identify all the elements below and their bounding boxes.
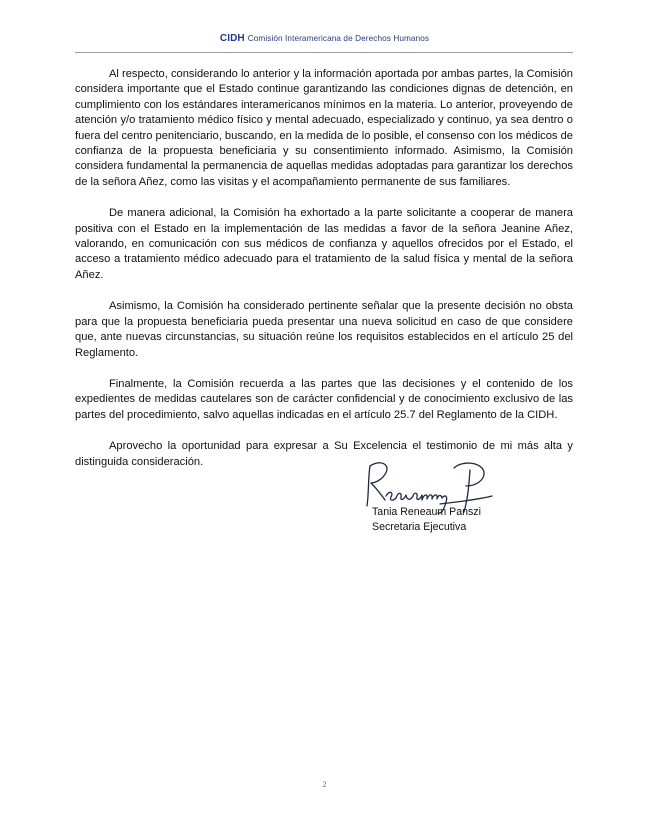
page-number: 2 (322, 780, 327, 789)
paragraph-1: Al respecto, considerando lo anterior y la información aportada por ambas partes, la Comisión considera importante que el Estado continue garantizando las condiciones dignas de detención, en cumplimiento con los estándares interamericanos mínimos en la materia. Lo anterior, proveyendo de atención y/o tratamiento médico físico y mental adecuado, especializado y continuo, ya sea dentro o fuera del centro penitenciario, buscando, en la medida de lo posible, el consenso con los médicos de confianza de la propuesta beneficiaria y su consentimiento informado. Asimismo, la Comisión considera fundamental la permanencia de aquellas medidas adoptadas para garantizar los derechos de la señora Añez, como las visitas y el acompañamiento permanente de sus familiares. (75, 68, 573, 188)
signatory-title: Secretaria Ejecutiva (372, 521, 467, 533)
paragraph-3: Asimismo, la Comisión ha considerado pertinente señalar que la presente decisión no obsta para que la propuesta beneficiaria pueda presentar una nueva solicitud en caso de que considere que, ante nuevas circunstancias, su situación reúne los requisitos establecidos en el artículo 25 del Reglamento. (75, 300, 573, 359)
organization-name: Comisión Interamericana de Derechos Humanos (247, 34, 430, 43)
header-divider (75, 52, 573, 53)
letter-body (75, 67, 573, 486)
signatory-name: Tania Reneaum Panszi (372, 506, 481, 518)
document-header (0, 33, 649, 44)
paragraph-5: Aprovecho la oportunidad para expresar a Su Excelencia el testimonio de mi más alta y distinguida consideración. (75, 440, 573, 468)
cidh-logo: CIDH (219, 33, 245, 44)
paragraph-4: Finalmente, la Comisión recuerda a las partes que las decisiones y el contenido de los expedientes de medidas cautelares son de carácter confidencial y de conocimiento exclusivo de las partes del procedimiento, salvo aquellas indicadas en el artículo 25.7 del Reglamento de la CIDH. (75, 377, 573, 421)
paragraph-2: De manera adicional, la Comisión ha exhortado a la parte solicitante a cooperar de manera positiva con el Estado en la implementación de las medidas a favor de la señora Jeanine Añez, valorando, en comunicación con sus médicos de confianza y aquellos ofrecidos por el Estado, el acceso a tratamiento médico adecuado para el tratamiento de la salud física y mental de la señora Añez. (75, 207, 573, 281)
